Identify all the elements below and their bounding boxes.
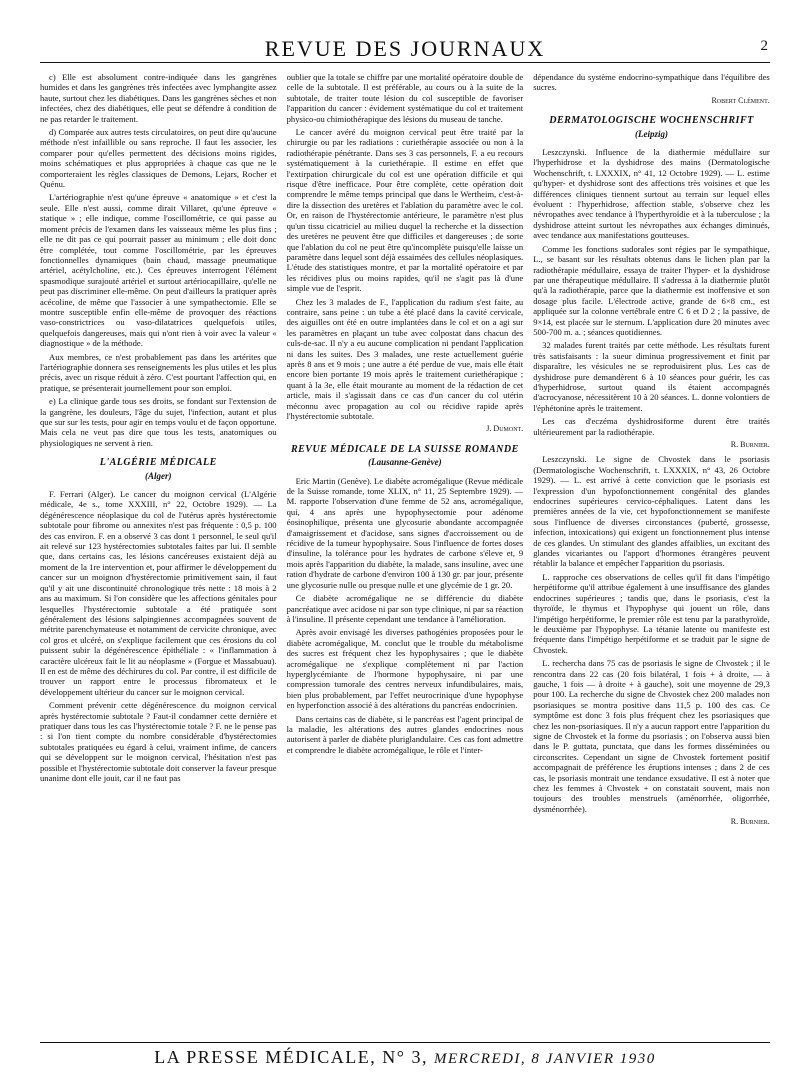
author-signature: R. Burnier. xyxy=(730,817,770,827)
section-subtitle: (Alger) xyxy=(145,470,172,481)
footer-journal-name: LA PRESSE MÉDICALE, N° 3, xyxy=(154,1047,428,1067)
section-subtitle: (Leipzig) xyxy=(634,128,668,139)
footer-line xyxy=(40,1047,770,1068)
paragraph: Le cancer avéré du moignon cervical peut être traité par la chirurgie ou par les radiations : curiethérapie associée ou non à la radiothérapie pénétrante. Dans ses 3 cas personnels, F. a eu recours systématiquement à la curiethérapie. Il estime en effet que l'extirpation chirurgicale du col est une opération difficile et qui risque d'être inefficace. Pour être complète, cette opération doit comprendre le même temps principal que dans le Wertheim, c'est-à-dire la dissection des uretères et l'ablation du paramètre avec le col. Or, en raison de l'hystérectomie antérieure, le paramètre n'est plus qu'un tissu cicatriciel au milieu duquel la recherche et la dissection des uretères ne peuvent être que difficiles et dangereuses ; de sorte que l'ablation du col ne peut être qu'incomplète puisqu'elle laisse un paramètre dans lequel sont déjà essaimées des cellules néoplasiques. L'étude des statistiques montre, et par la mortalité opératoire et par les récidives plus ou moins rapides, qu'il ne s'agit pas là d'une simple vue de l'esprit. xyxy=(286,127,524,294)
page-number: 2 xyxy=(760,38,768,54)
article-paragraph: Leszczynski. Le signe de Chvostek dans le psoriasis (Dermatologische Wochenschrift, t. LXXXIX, n° 43, 26 Octobre 1929). — L. est arrivé à cette conviction que le psoriasis est l'expression d'un hypofonctionnement congénital des glandes endocrines supérieures cervico-céphaliques. Latent dans les premières années de la vie, cet hypofonctionnement se manifeste sous l'influence de diverses circonstances (puberté, grossesse, infection, intoxications) qui exigent un fonctionnement plus intense de ces glandes. Un stimulant des glandes affaiblies, un excitant des glandes vicariantes ou l'apport d'hormones étrangères peuvent rétablir la balance et empêcher l'apparition du psoriasis. xyxy=(533,454,770,569)
page-header xyxy=(40,28,770,63)
author-signature: Robert Clément. xyxy=(711,95,770,105)
paragraph: Aux membres, ce n'est probablement pas dans les artérites que l'artériographie donnera ses renseignements les plus utiles et les plus précis, avec un risque réduit à zéro. C'est pourtant l'affection qui, en pratique, se présenterait journellement pour son emploi. xyxy=(40,351,277,393)
paragraph: e) La clinique garde tous ses droits, se fondant sur l'extension de la gangrène, les douleurs, l'âge du sujet, l'infection, autant et plus que sur sur les tests, pour agir en temps voulu et de façon opportune. Mais cela ne veut pas dire que tous les tests, anatomiques ou physiologiques ne servent à rien. xyxy=(40,396,277,448)
page-footer xyxy=(40,1042,770,1071)
author-signature: J. Dumont. xyxy=(486,424,524,434)
paragraph: Comment prévenir cette dégénérescence du moignon cervical après hystérectomie subtotale ? Faut-il condamner cette dernière et pratiquer dans tous les cas l'hystérectomie totale ? F. ne le pense pas : si l'on tient compte du nombre considérable d'hystérectomies subtotales pratiquées eu égard à celui, vraiment infime, de cancers qui se développent sur le moignon cervical, l'hésitation n'est pas possible et l'hystérectomie subtotale doit conserver la faveur presque unanime dont elle jouit, car il ne faut pas xyxy=(40,700,277,783)
paragraph: Les cas d'eczéma dyshidrosiforme durent être traités ultérieurement par la radiothérapie. xyxy=(533,416,770,437)
article-paragraph: Leszczynski. Influence de la diathermie médullaire sur l'hyperhidrose et la dyshidrose des mains (Dermatologische Wochenschrift, t. LXXXIX, n° 41, 12 Octobre 1929). — L. estime qu'hyper- et dyshidrose sont des affections très voisines et que les différences cliniques tiennent surtout au terrain sur lequel elles évoluent : l'hyperhidrose, affection stable, s'observe chez les névropathes avec tendance à l'hyperthyroïdie et à la tuberculose ; la dyshidrose atteint surtout les névropathes aux échanges diminués, avec tendance aux manifestations goutteuses. xyxy=(533,147,770,241)
journal-section-title: REVUE DES JOURNAUX xyxy=(264,36,546,61)
paragraph: Comme les fonctions sudorales sont régies par le sympathique, L., se basant sur les résultats obtenus dans le lichen plan par la radiothérapie médullaire, essaya de traiter l'hyper- et la dyshidrose par une thérapeutique médullaire. Il s'adressa à la diathermie plutôt qu'à la radiothérapie, parce que la diathermie est inoffensive et son dosage plus facile. L'électrode active, grande de 6×8 cm., est appliquée sur la colonne vertébrale entre C 6 et D 2 ; la passive, de 9×14, est placée sur le sternum. L'application dure 20 minutes avec 500-700 m. a. ; séances quotidiennes. xyxy=(533,243,770,337)
column-1 xyxy=(40,72,277,1030)
footer-date: MERCREDI, 8 JANVIER 1930 xyxy=(433,1051,656,1067)
section-subtitle: (Lausanne-Genève) xyxy=(368,457,442,468)
section-title: DERMATOLOGISCHE WOCHENSCHRIFT xyxy=(549,115,754,127)
paragraph: Chez les 3 malades de F., l'application du radium s'est faite, au contraire, sans peine : un tube a été placé dans la cavité cervicale, des aiguilles ont été en outre implantées dans le col et on a agi sur les paramètres en plaçant un tube avec colpostat dans chacun des culs-de-sac. Il n'y a eu aucune complication ni pendant l'application ni dans les suites. Des 3 malades, une reste actuellement guérie après 8 ans et 9 mois ; une autre a été perdue de vue, mais elle était encore bien portante 19 mois après le traitement curiethérapique ; quant à la 3e, elle était mourante au moment de la rédaction de cet article, mais il s'agissait dans ce cas d'un cancer du col utérin méconnu avec propagation au col ou récidive rapide après l'hystérectomie subtotale. xyxy=(286,296,524,421)
section-title: L'ALGÉRIE MÉDICALE xyxy=(99,457,217,469)
article-paragraph: F. Ferrari (Alger). Le cancer du moignon cervical (L'Algérie médicale, 4e s., tome XXXIII, n° 22, Octobre 1929). — La dégénérescence néoplasique du col de l'utérus après hystérectomie subtotale pour fibrome ou annexites n'est pas fréquente : 0,5 p. 100 des cas environ. F. en a observé 3 cas dont 1 personnel, le seul qu'il ait relevé sur 123 hystérectomies subtotales faites par lui. Il semble que, dans certains cas, les lésions cancéreuses existaient déjà au moment de la 1re intervention et, pour affirmer le développement du cancer sur un moignon d'hystérectomie primitivement sain, il faut qu'il y ait une discontinuité chronologique très nette : 18 mois à 2 ans au maximum. Si l'on considère que les affections génitales pour lesquelles l'hystérectomie subtotale a été pratiquée sont généralement des lésions salpingiennes accompagnées souvent de métrite parenchymateuse et notamment de cervicite chronique, avec col gros et ulcéré, on s'explique facilement que ces érosions du col puissent subir la dégénérescence épithéliale : « l'inflammation à caractère ulcéreux fait le lit au néoplasme » (Forgue et Massabuau). Il en est de même des déchirures du col. Par contre, il est difficile de trouver un rapport entre le processus fibromateux et le développement ultérieur du cancer sur le moignon cervical. xyxy=(40,489,277,697)
paragraph: L. rapproche ces observations de celles qu'il fit dans l'impétigo herpétiforme qu'il attribue également à une insuffisance des glandes endocrines supérieures ; tandis que, dans le psoriasis, c'est la thyroïde, le thymus et l'hypophyse qui jouent un rôle, dans l'impétigo herpétiforme, le premier rôle est tenu par la parathyroïde, le deuxième par l'hypophyse. La tétanie latente ou manifeste est fréquente dans l'impétigo herpétiforme et se traduit par le signe de Chvostek. xyxy=(533,571,770,655)
paragraph: Après avoir envisagé les diverses pathogénies proposées pour le diabète acromégalique, M. conclut que le trouble du métabolisme des sucres est fréquent chez les hypophysaires ; que le diabète acromégalique ne s'explique complètement ni par l'action hyperglycémiante de l'hormone hypophysaire, ni par une compression tumorale des centres nerveux infundibulaires, mais, bien plus probablement, par l'effet neurocrinique d'une hypophyse en hyperfonction associé à des altérations du pancréas endocrinien. xyxy=(286,627,524,711)
paragraph: L'artériographie n'est qu'une épreuve « anatomique » et c'est la seule. Elle n'est aussi, comme dirait Villaret, qu'une épreuve « statique » ; elle indique, comme l'oscillométrie, ce qui passe au moment précis de l'examen dans les vaisseaux même les plus fins ; elle ne dit pas ce qui pourrait passer au minimum ; elle doit donc être complétée, tout comme l'oscillométrie, par les épreuves fonctionnelles dynamiques (bain chaud, massage pneumatique artériel, acétylcholine, etc.). Ces épreuves interrogent l'élément spasmodique surajouté artériel et surtout artériocapillaire, qu'elle ne peut pas discriminer elle-même. On peut d'ailleurs la pratiquer après acécoline, de même que l'associer à une sympathectomie. Elle se montre susceptible enfin elle-même de provoquer des réactions vaso-constrictrices ou vaso-dilatatrices quelquefois utiles, quelquefois dangereuses, mais qui n'ont rien à voir avec la valeur « diagnostique » de la méthode. xyxy=(40,192,277,349)
paragraph: oublier que la totale se chiffre par une mortalité opératoire double de celle de la subtotale. Il est préférable, au cours ou à la suite de la subtotale, de traiter toute lésion du col susceptible de favoriser l'apparition du cancer : évidement systématique du col et traitement physico-ou chimiothérapique des lésions du museau de tanche. xyxy=(286,72,524,124)
paragraph: dépendance du système endocrino-sympathique dans l'équilibre des sucres. xyxy=(533,72,770,93)
column-2 xyxy=(287,72,524,1030)
paragraph: L. rechercha dans 75 cas de psoriasis le signe de Chvostek ; il le rencontra dans 22 cas (20 fois bilatéral, 1 fois + à droite, — à gauche, 1 fois — à droite + à gauche), soit une moyenne de 29,3 pour 100. La recherche du signe de Chvostek chez 200 malades non psoriasiques se montra positive dans 11,5 p. 100 des cas. Ce symptôme est donc 3 fois plus fréquent chez les psoriasiques que chez les non-psoriasiques. Il n'y a aucun rapport entre l'apparition du signe de Chvostek et la forme du psoriasis ; on l'observa aussi bien dans le P. guttata, punctata, que dans les formes disséminées ou circonscrites. Cependant un signe de Chvostek fortement positif accompagnait de préférence les éruptions intenses ; dans 2 de ces cas, le psoriasis montrait une tendance exsudative. Il est à noter que chez les femmes à Chvostek + on constatait souvent, mais non toujours des troubles menstruels (aménorrhée, oligorrhée, dysménorrhée). xyxy=(533,658,770,814)
paragraph: c) Elle est absolument contre-indiquée dans les gangrènes humides et dans les gangrènes très infectées avec lymphangite assez haute, surtout chez les diabétiques. Dans les gangrènes sèches et non infectées, chez des diabétiques, elle peut se défendre à condition de ne pas retarder le traitement. xyxy=(40,72,277,124)
paragraph: 32 malades furent traités par cette méthode. Les résultats furent très satisfaisants : la sueur diminua progressivement et finit par disparaître, les vésicules ne se reproduisirent plus. Les cas de dyshidrose pure demandèrent 6 à 10 séances pour guérir, les cas d'hyperhidrose, surtout quand ils étaient accompagnés d'acrocyanose, nécessitèrent 10 à 20 séances. L. donne volontiers de l'éphétonine après le traitement. xyxy=(533,340,770,413)
author-signature: R. Burnier. xyxy=(730,440,770,449)
column-3 xyxy=(533,72,770,1030)
article-columns xyxy=(40,72,770,1030)
paragraph: d) Comparée aux autres tests circulatoires, on peut dire qu'aucune méthode n'est infaillible ou sans reproche. Il faut les associer, les comparer pour qu'elles permettent des décisions moins rigides, moins schématiques et plus appropriées à chaque cas que ne le comporteraient les règles classiques de Demons, Lejars, Rocher et Quénu. xyxy=(40,127,277,190)
article-paragraph: Eric Martin (Genève). Le diabète acromégalique (Revue médicale de la Suisse romande, tome XLIX, n° 11, 25 Septembre 1929). — M. rapporte l'observation d'une femme de 52 ans, acromégalique, qui, 4 ans après une hypophysectomie pour adénome éosinophilique, présenta une glycosurie abondante accompagnée d'amaigrissement et d'acidose, sans signes d'accroissement ou de récidive de la tumeur hypophysaire. Sous l'influence de fortes doses d'insuline, la tolérance pour les hydrates de carbone s'éleve et, 9 mois après l'apparition du diabète, la malade, sans insuline, avec une ration d'hydrate de carbone d'environ 100 à 130 gr. par jour, présente une glycosurie nulle ou presque nulle et une glycémie de 1 gr. 20. xyxy=(286,475,524,590)
section-title: REVUE MÉDICALE DE LA SUISSE ROMANDE xyxy=(290,443,519,455)
paragraph: Ce diabète acromégalique ne se différencie du diabète pancréatique avec acidose ni par son type clinique, ni par sa réaction à l'insuline. Il présente cependant une tendance à l'amélioration. xyxy=(286,593,524,624)
paragraph: Dans certains cas de diabète, si le pancréas est l'agent principal de la maladie, les altérations des autres glandes endocrines nous autorisent à parler de diabète pluriglandulaire. Ces cas font admettre et comprendre le diabète acromégalique, le rôle et l'inter- xyxy=(286,713,524,755)
